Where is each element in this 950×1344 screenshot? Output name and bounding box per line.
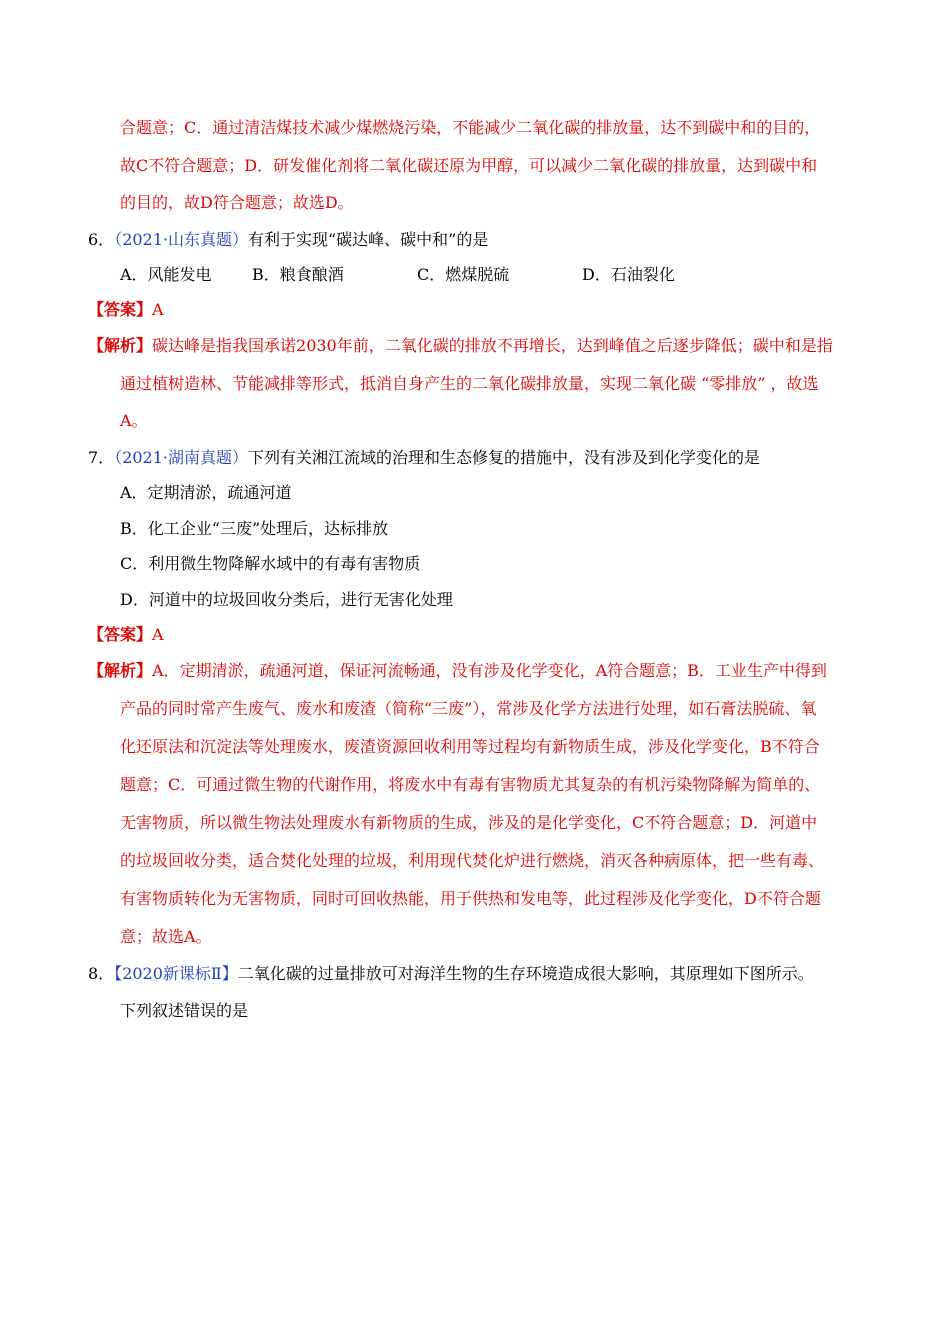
q7-stem-text: 下列有关湘江流域的治理和生态修复的措施中，没有涉及到化学变化的是: [248, 448, 761, 467]
q7-analysis-line-6: 的垃圾回收分类，适合焚化处理的垃圾，利用现代焚化炉进行燃烧，消灭各种病原体，把一些有毒、: [120, 851, 825, 870]
q5-analysis-line-1: 合题意；C．通过清洁煤技术减少煤燃烧污染，不能减少二氧化碳的排放量，达不到碳中和的目的，: [120, 118, 821, 137]
q7-analysis-text-1: A．定期清淤，疏通河道，保证河流畅通，没有涉及化学变化，A符合题意；B．工业生产中得到: [152, 661, 827, 680]
q7-answer-label: 【答案】: [88, 625, 153, 644]
q7-stem: [88, 447, 760, 469]
q6-analysis-line-2: 通过植树造林、节能减排等形式，抵消自身产生的二氧化碳排放量，实现二氧化碳 “零排放” ，故选: [120, 374, 819, 393]
q7-source: （2021·湖南真题）: [114, 448, 248, 467]
q7-option-d: D．河道中的垃圾回收分类后，进行无害化处理: [120, 590, 453, 609]
q5-analysis-line-2: 故C不符合题意；D．研发催化剂将二氧化碳还原为甲醇，可以减少二氧化碳的排放量，达到碳中和: [120, 156, 818, 175]
q6-stem: [88, 229, 488, 251]
q8-stem-text-1: 二氧化碳的过量排放可对海洋生物的生存环境造成很大影响，其原理如下图所示。: [237, 964, 814, 983]
q8-source: 【2020新课标Ⅱ】: [114, 964, 238, 983]
q6-answer-label: 【答案】: [88, 300, 153, 319]
q6-option-d: D．石油裂化: [582, 265, 675, 284]
q7-analysis-line-2: 产品的同时常产生废气、废水和废渣（简称“三废”），常涉及化学方法进行处理，如石膏法脱硫、氧: [120, 699, 817, 718]
q6-analysis-label: 【解析】: [88, 336, 153, 355]
q6-stem-text: 有利于实现“碳达峰、碳中和”的是: [248, 230, 489, 249]
q8-stem: [88, 963, 814, 985]
q7-analysis-line-7: 有害物质转化为无害物质，同时可回收热能，用于供热和发电等，此过程涉及化学变化，D不符合题: [120, 889, 821, 908]
q6-option-b: B．粮食酿酒: [252, 265, 344, 284]
q6-answer: [88, 299, 164, 321]
q7-option-a: A．定期清淤，疏通河道: [120, 483, 292, 502]
q7-analysis-line-8: 意；故选A。: [120, 927, 212, 946]
q7-answer: [88, 624, 164, 646]
q6-analysis-text-1: 碳达峰是指我国承诺2030年前，二氧化碳的排放不再增长，达到峰值之后逐步降低；碳中和是指: [152, 336, 833, 355]
q6-source: （2021·山东真题）: [114, 230, 248, 249]
q7-answer-value: A: [152, 625, 164, 644]
q6-answer-value: A: [152, 300, 164, 319]
q7-analysis-line-1: [88, 660, 827, 682]
q7-analysis-line-4: 题意；C．可通过微生物的代谢作用，将废水中有毒有害物质尤其复杂的有机污染物降解为简单的、: [120, 775, 821, 794]
q6-option-c: C．燃煤脱硫: [417, 265, 510, 284]
q8-stem-line-2: 下列叙述错误的是: [120, 1001, 249, 1020]
q6-analysis-line-1: [88, 335, 833, 357]
q7-number: 7．: [88, 448, 115, 467]
q6-option-a: A．风能发电: [120, 265, 212, 284]
q6-number: 6．: [88, 230, 115, 249]
q7-option-c: C．利用微生物降解水域中的有毒有害物质: [120, 554, 421, 573]
q7-analysis-label: 【解析】: [88, 661, 153, 680]
q7-analysis-line-5: 无害物质，所以微生物法处理废水有新物质的生成，涉及的是化学变化，C不符合题意；D．河道中: [120, 813, 818, 832]
q7-analysis-line-3: 化还原法和沉淀法等处理废水，废渣资源回收利用等过程均有新物质生成，涉及化学变化，B不符合: [120, 737, 820, 756]
q6-analysis-line-3: A。: [120, 411, 148, 430]
q5-analysis-line-3: 的目的，故D符合题意；故选D。: [120, 193, 354, 212]
q8-number: 8．: [88, 964, 115, 983]
q7-option-b: B．化工企业“三废”处理后，达标排放: [120, 519, 389, 538]
